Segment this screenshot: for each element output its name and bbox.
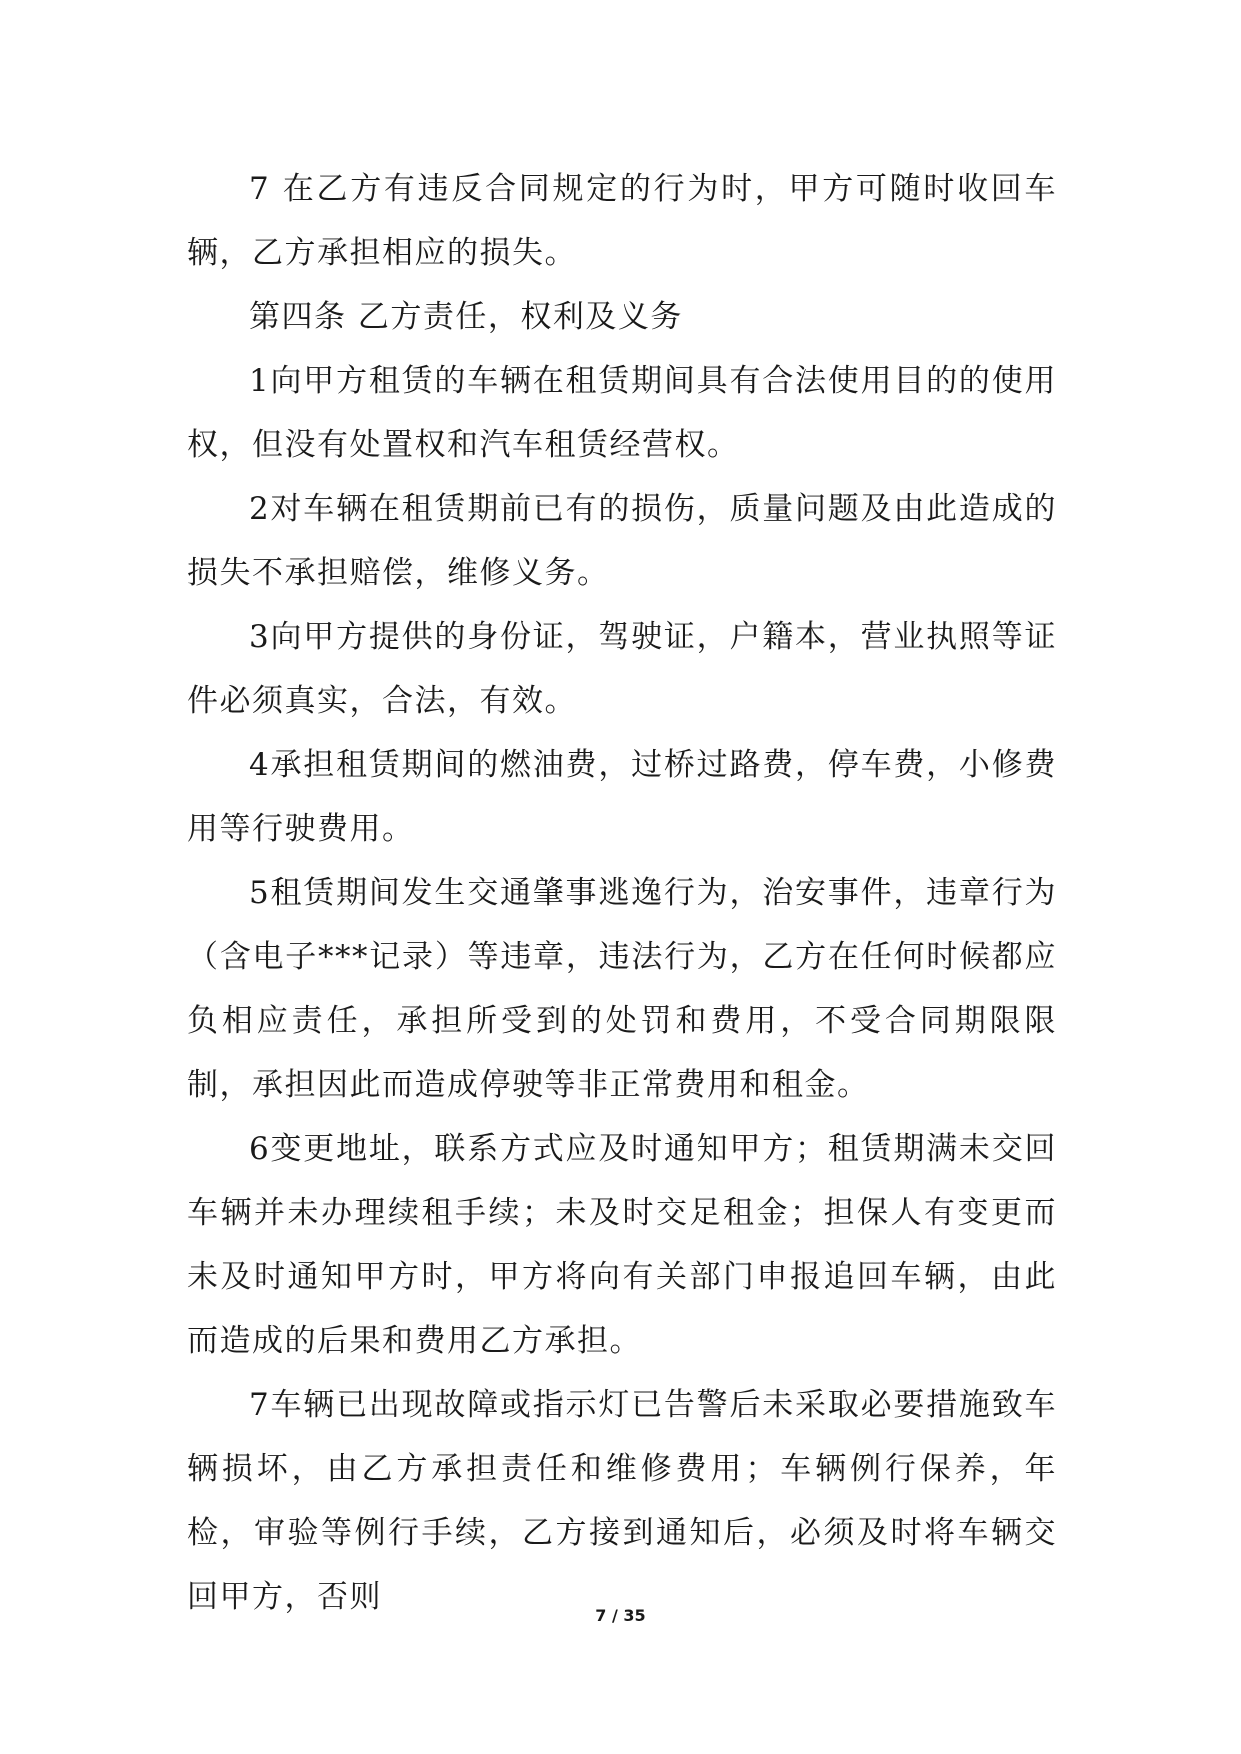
paragraph-item-5: 5租赁期间发生交通肇事逃逸行为，治安事件，违章行为（含电子***记录）等违章，违法行为，乙方在任何时候都应负相应责任，承担所受到的处罚和费用，不受合同期限限制，承担因此而造成停驶等非正常费用和租金。 [187,875,1057,1103]
page-number: 7 / 35 [595,1606,646,1625]
paragraph-clause-7-recall: 7 在乙方有违反合同规定的行为时，甲方可随时收回车辆，乙方承担相应的损失。 [187,171,1057,271]
paragraph-item-2: 2对车辆在租赁期前已有的损伤，质量问题及由此造成的损失不承担赔偿，维修义务。 [187,491,1057,591]
paragraph-item-1: 1向甲方租赁的车辆在租赁期间具有合法使用目的的使用权，但没有处置权和汽车租赁经营权。 [187,363,1057,463]
paragraph-item-4: 4承担租赁期间的燃油费，过桥过路费，停车费，小修费用等行驶费用。 [187,747,1057,847]
section-heading-article-4: 第四条 乙方责任，权利及义务 [249,299,683,335]
paragraph-item-7: 7车辆已出现故障或指示灯已告警后未采取必要措施致车辆损坏，由乙方承担责任和维修费用；车辆例行保养，年检，审验等例行手续，乙方接到通知后，必须及时将车辆交回甲方，否则 [187,1387,1057,1615]
paragraph-item-3: 3向甲方提供的身份证，驾驶证，户籍本，营业执照等证件必须真实，合法，有效。 [187,619,1057,719]
body-text [187,157,1057,1629]
paragraph-item-6: 6变更地址，联系方式应及时通知甲方；租赁期满未交回车辆并未办理续租手续；未及时交足租金；担保人有变更而未及时通知甲方时，甲方将向有关部门申报追回车辆，由此而造成的后果和费用乙方承担。 [187,1131,1057,1359]
